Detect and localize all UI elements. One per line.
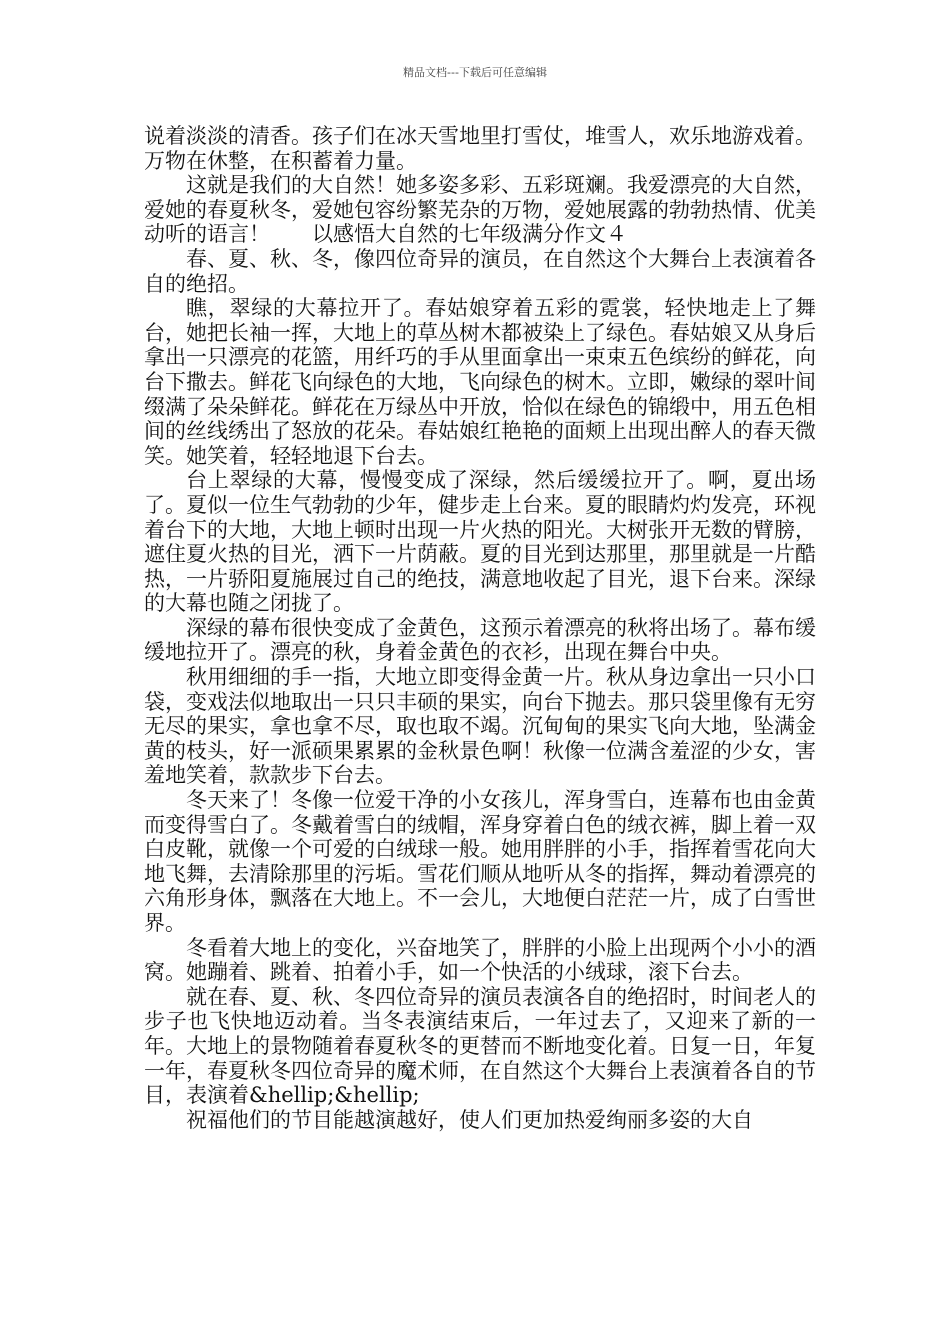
paragraph: 这就是我们的大自然！她多姿多彩、五彩斑斓。我爱漂亮的大自然，爱她的春夏秋冬，爱她包容纷繁芜杂的万物，爱她展露的勃勃热情、优美动听的语言！ 以感悟大自然的七年级满分作文４ bbox=[144, 173, 816, 247]
paragraph: 冬天来了！冬像一位爱干净的小女孩儿，浑身雪白，连幕布也由金黄而变得雪白了。冬戴着雪白的绒帽，浑身穿着白色的绒衣裤，脚上着一双白皮靴，就像一个可爱的白绒球一般。她用胖胖的小手，指挥着雪花向大地飞舞，去清除那里的污垢。雪花们顺从地听从冬的指挥，舞动着漂亮的六角形身体，飘落在大地上。不一会儿，大地便白茫茫一片，成了白雪世界。 bbox=[144, 788, 816, 935]
paragraph: 秋用细细的手一指，大地立即变得金黄一片。秋从身边拿出一只小口袋，变戏法似地取出一只只丰硕的果实，向台下抛去。那只袋里像有无穷无尽的果实，拿也拿不尽，取也取不竭。沉甸甸的果实飞向大地，坠满金黄的枝头，好一派硕果累累的金秋景色啊！秋像一位满含羞涩的少女，害羞地笑着，款款步下台去。 bbox=[144, 665, 816, 788]
paragraph: 祝福他们的节目能越演越好，使人们更加热爱绚丽多姿的大自 bbox=[186, 1107, 753, 1132]
paragraph: 就在春、夏、秋、冬四位奇异的演员表演各自的绝招时，时间老人的步子也飞快地迈动着。当冬表演结束后，一年过去了，又迎来了新的一年。大地上的景物随着春夏秋冬的更替而不断地变化着。日复一日，年复一年，春夏秋冬四位奇异的魔术师，在自然这个大舞台上表演着各自的节目，表演着&hellip;&hellip; bbox=[144, 984, 816, 1108]
paragraph: 说着淡淡的清香。孩子们在冰天雪地里打雪仗，堆雪人，欢乐地游戏着。万物在休整，在积蓄着力量。 bbox=[144, 124, 816, 173]
paragraph: 冬看着大地上的变化，兴奋地笑了，胖胖的小脸上出现两个小小的酒窝。她蹦着、跳着、拍着小手，如一个快活的小绒球，滚下台去。 bbox=[144, 935, 816, 985]
paragraph: 春、夏、秋、冬，像四位奇异的演员，在自然这个大舞台上表演着各自的绝招。 bbox=[144, 246, 816, 296]
paragraph: 台上翠绿的大幕，慢慢变成了深绿，然后缓缓拉开了。啊，夏出场了。夏似一位生气勃勃的少年，健步走上台来。夏的眼睛灼灼发亮，环视着台下的大地，大地上顿时出现一片火热的阳光。大树张开无数的臂膀，遮住夏火热的目光，洒下一片荫蔽。夏的目光到达那里，那里就是一片酷热，一片骄阳夏施展过自己的绝技，满意地收起了目光，退下台来。深绿的大幕也随之闭拢了。 bbox=[144, 468, 816, 616]
paragraph: 深绿的幕布很快变成了金黄色，这预示着漂亮的秋将出场了。幕布缓缓地拉开了。漂亮的秋，身着金黄色的衣衫，出现在舞台中央。 bbox=[144, 615, 816, 665]
document-body bbox=[144, 124, 816, 1132]
paragraph: 瞧，翠绿的大幕拉开了。春姑娘穿着五彩的霓裳，轻快地走上了舞台，她把长袖一挥，大地上的草丛树木都被染上了绿色。春姑娘又从身后拿出一只漂亮的花篮，用纤巧的手从里面拿出一束束五色缤纷的鲜花，向台下撒去。鲜花飞向绿色的大地，飞向绿色的树木。立即，嫩绿的翠叶间缀满了朵朵鲜花。鲜花在万绿丛中开放，恰似在绿色的锦缎中，用五色相间的丝线绣出了怒放的花朵。春姑娘红艳艳的面颊上出现出醉人的春天微笑。她笑着，轻轻地退下台去。 bbox=[144, 296, 816, 468]
page-header: 精品文档---下载后可任意编辑 bbox=[403, 66, 547, 79]
